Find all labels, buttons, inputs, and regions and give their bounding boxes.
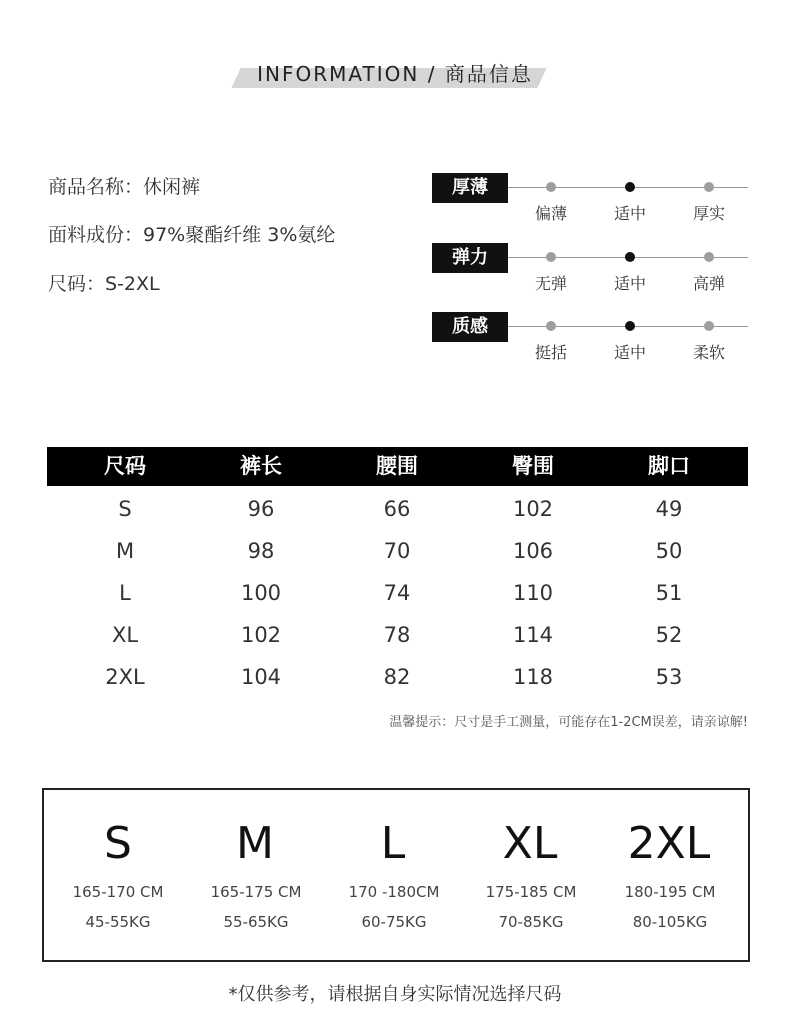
rec-height: 165-175 CM	[210, 883, 302, 901]
scale-option: 无弹	[534, 274, 567, 293]
table-cell: 66	[383, 497, 411, 521]
table-cell: 102	[512, 497, 554, 521]
scale-dot-selected	[625, 252, 635, 262]
property-label: 弹力	[432, 243, 508, 273]
rec-height: 175-185 CM	[485, 883, 577, 901]
table-cell: 106	[512, 539, 554, 563]
table-cell: XL	[111, 623, 139, 647]
table-cell: S	[118, 497, 132, 521]
product-name-line: 商品名称：休闲裤	[48, 176, 201, 198]
rec-weight: 80-105KG	[632, 913, 708, 931]
size-range-line: 尺码：S-2XL	[48, 273, 160, 295]
rec-size-label: S	[104, 818, 132, 869]
reference-footnote: *仅供参考，请根据自身实际情况选择尺码	[228, 984, 562, 1005]
table-cell: L	[119, 581, 131, 605]
scale-dot	[546, 321, 556, 331]
table-cell: 51	[655, 581, 683, 605]
scale-dot	[704, 321, 714, 331]
table-cell: 102	[240, 623, 282, 647]
table-cell: 118	[512, 665, 554, 689]
table-cell: 104	[240, 665, 282, 689]
rec-size-label: M	[236, 818, 274, 869]
scale-dot-selected	[625, 321, 635, 331]
rec-height: 165-170 CM	[72, 883, 164, 901]
page-title: INFORMATION / 商品信息	[257, 62, 533, 86]
table-cell: 2XL	[105, 665, 145, 689]
table-cell: 100	[240, 581, 282, 605]
scale-dot	[546, 182, 556, 192]
rec-weight: 60-75KG	[361, 913, 427, 931]
scale-dot	[704, 252, 714, 262]
property-label: 质感	[432, 312, 508, 342]
scale-option: 高弹	[692, 274, 725, 293]
measurement-note: 温馨提示：尺寸是手工测量，可能存在1-2CM误差，请亲谅解!	[389, 715, 748, 730]
property-label: 厚薄	[432, 173, 508, 203]
table-cell: 78	[383, 623, 411, 647]
table-cell: 82	[383, 665, 411, 689]
rec-weight: 45-55KG	[85, 913, 151, 931]
column-header-hip: 臀围	[512, 454, 554, 478]
rec-size-label: XL	[502, 818, 558, 869]
table-cell: 74	[383, 581, 411, 605]
rec-size-label: L	[380, 818, 406, 869]
column-header-hem: 脚口	[648, 454, 690, 478]
fabric-line: 面料成份：97%聚酯纤维 3%氨纶	[48, 224, 336, 246]
table-cell: 49	[655, 497, 683, 521]
table-cell: 114	[512, 623, 554, 647]
scale-option: 适中	[613, 204, 646, 223]
size-recommendation-box	[42, 788, 750, 962]
table-cell: M	[115, 539, 135, 563]
scale-option: 厚实	[692, 204, 725, 223]
rec-height: 180-195 CM	[624, 883, 716, 901]
table-cell: 53	[655, 665, 683, 689]
column-header-length: 裤长	[240, 454, 282, 478]
scale-option: 挺括	[534, 343, 567, 362]
rec-weight: 70-85KG	[498, 913, 564, 931]
scale-dot	[546, 252, 556, 262]
table-cell: 50	[655, 539, 683, 563]
rec-size-label: 2XL	[627, 818, 711, 869]
scale-option: 适中	[613, 274, 646, 293]
table-cell: 110	[512, 581, 554, 605]
table-cell: 70	[383, 539, 411, 563]
rec-weight: 55-65KG	[223, 913, 289, 931]
table-cell: 96	[247, 497, 275, 521]
scale-option: 适中	[613, 343, 646, 362]
scale-dot-selected	[625, 182, 635, 192]
column-header-size: 尺码	[104, 454, 146, 478]
scale-option: 柔软	[692, 343, 725, 362]
table-cell: 52	[655, 623, 683, 647]
scale-option: 偏薄	[534, 204, 567, 223]
scale-dot	[704, 182, 714, 192]
rec-height: 170 -180CM	[348, 883, 440, 901]
table-cell: 98	[247, 539, 275, 563]
column-header-waist: 腰围	[376, 454, 418, 478]
